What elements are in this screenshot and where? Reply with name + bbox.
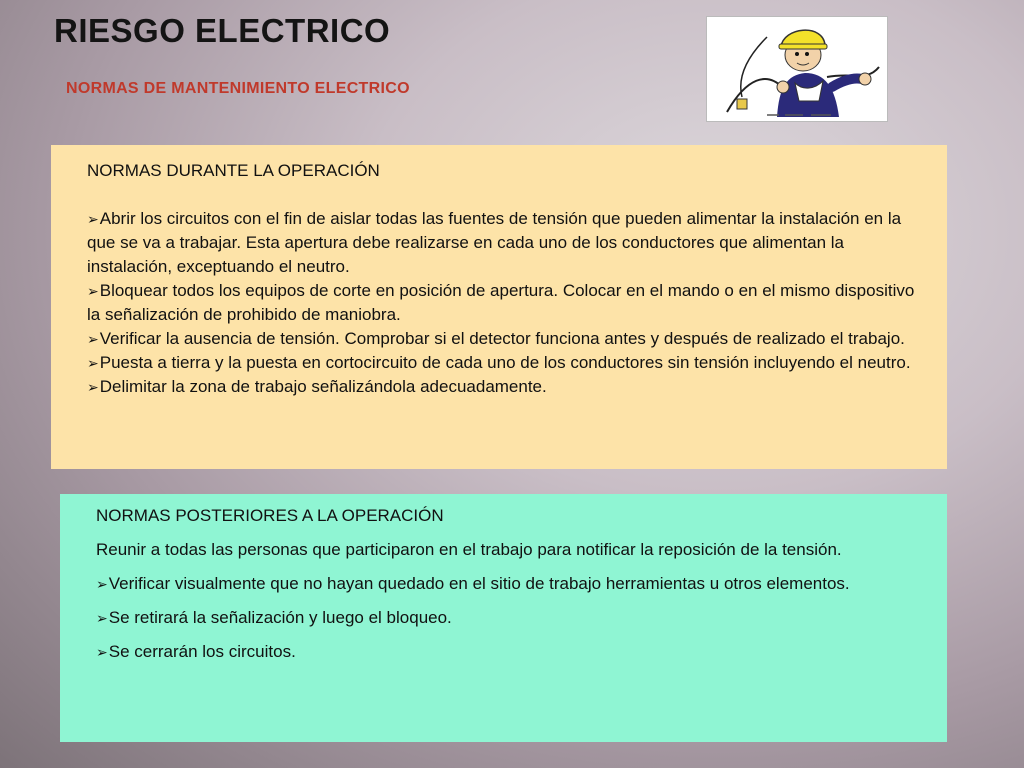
list-item bbox=[96, 640, 917, 664]
post-operation-heading: NORMAS POSTERIORES A LA OPERACIÓN bbox=[96, 506, 444, 525]
arrow-bullet-icon: ➢ bbox=[96, 644, 108, 660]
arrow-bullet-icon: ➢ bbox=[87, 331, 99, 347]
arrow-bullet-icon: ➢ bbox=[96, 610, 108, 626]
post-operation-intro: Reunir a todas las personas que participaron en el trabajo para notificar la reposición de la tensión. bbox=[96, 540, 842, 559]
arrow-bullet-icon: ➢ bbox=[96, 576, 108, 592]
list-item bbox=[96, 572, 917, 596]
list-item bbox=[96, 606, 917, 630]
slide-title: RIESGO ELECTRICO bbox=[54, 12, 391, 49]
list-item bbox=[87, 351, 917, 375]
list-item-text: Bloquear todos los equipos de corte en posición de apertura. Colocar en el mando o en el mismo dispositivo la señalización de prohibido de maniobra. bbox=[87, 281, 915, 324]
list-item bbox=[87, 207, 917, 279]
list-item-text: Delimitar la zona de trabajo señalizándola adecuadamente. bbox=[99, 377, 547, 396]
list-item-text: Se retirará la señalización y luego el bloqueo. bbox=[108, 608, 452, 627]
list-item bbox=[87, 279, 917, 327]
list-item bbox=[87, 375, 917, 399]
list-item bbox=[87, 327, 917, 351]
post-operation-rules-box bbox=[60, 494, 947, 742]
operation-rules-heading: NORMAS DURANTE LA OPERACIÓN bbox=[87, 161, 380, 180]
electrician-cartoon-icon bbox=[706, 16, 888, 122]
slide-subtitle: NORMAS DE MANTENIMIENTO ELECTRICO bbox=[66, 80, 410, 97]
arrow-bullet-icon: ➢ bbox=[87, 379, 99, 395]
arrow-bullet-icon: ➢ bbox=[87, 283, 99, 299]
arrow-bullet-icon: ➢ bbox=[87, 211, 99, 227]
operation-rules-box bbox=[51, 145, 947, 469]
list-item-text: Verificar visualmente que no hayan quedado en el sitio de trabajo herramientas u otros elementos. bbox=[108, 574, 850, 593]
list-item-text: Abrir los circuitos con el fin de aislar todas las fuentes de tensión que pueden alimentar la instalación en la que se va a trabajar. Esta apertura debe realizarse en cada uno de los conductores que alimentan la instalación, exceptuando el neutro. bbox=[87, 209, 902, 276]
list-item-text: Puesta a tierra y la puesta en cortocircuito de cada uno de los conductores sin tensión incluyendo el neutro. bbox=[99, 353, 911, 372]
list-item-text: Verificar la ausencia de tensión. Comprobar si el detector funciona antes y después de realizado el trabajo. bbox=[99, 329, 905, 348]
list-item-text: Se cerrarán los circuitos. bbox=[108, 642, 296, 661]
arrow-bullet-icon: ➢ bbox=[87, 355, 99, 371]
